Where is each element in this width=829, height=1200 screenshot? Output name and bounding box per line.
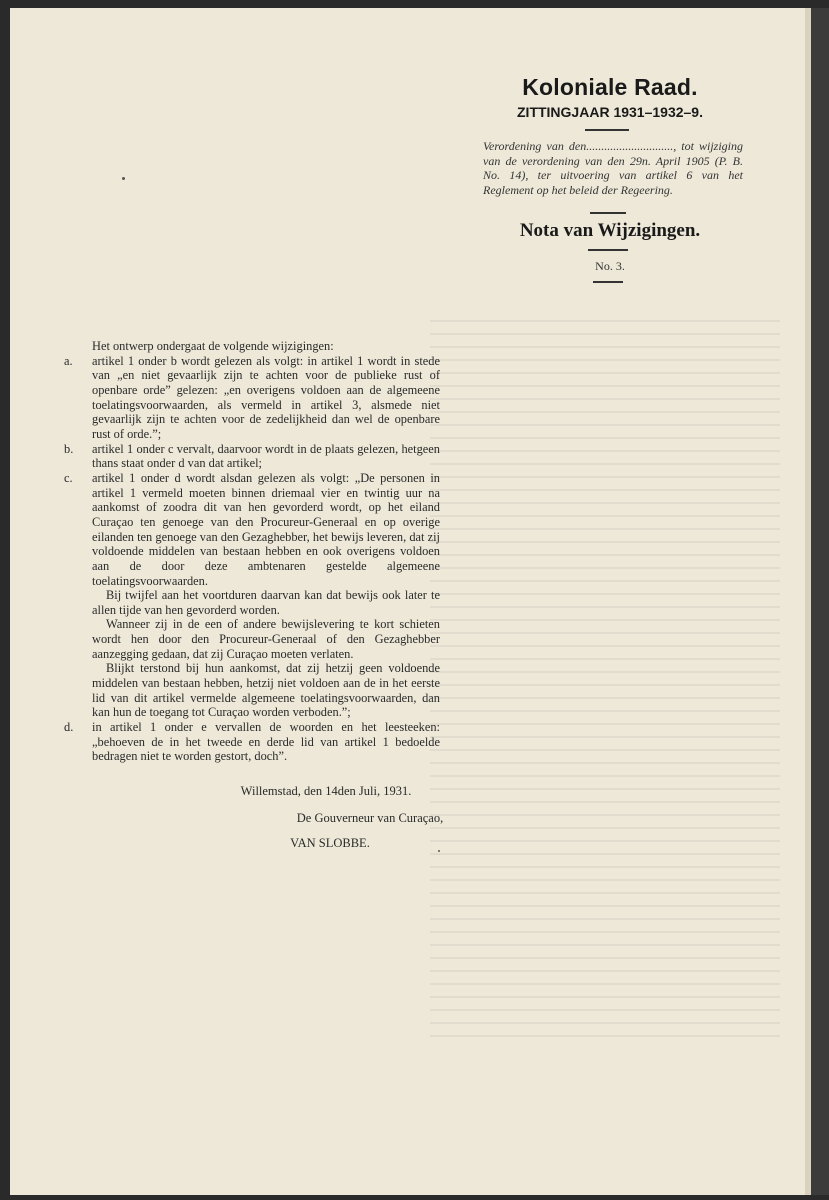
item-text: artikel 1 onder d wordt alsdan gelezen als volgt: „De personen in artikel 1 vermeld moeten binnen driemaal vier en twintig uur na aankomst of zoodra dit van hen gevorderd wordt, op het eiland Curaçao ten genoege van den Procureur-Generaal en op overige eilanden ten genoege van den Gezaghebber, het bewijs leveren, dat zij voldoende middelen van bestaan hebben en ook overigens voldoen aan de door deze ambtenaren gestelde algemeene toelatingsvoorwaarden.: [92, 470, 440, 588]
paragraph: Bij twijfel aan het voortduren daarvan kan dat bewijs ook later te allen tijde van hen gevorderd worden.: [92, 588, 440, 617]
document-number: No. 3.: [595, 259, 625, 273]
item-text: artikel 1 onder b wordt gelezen als volgt: in artikel 1 wordt in stede van „en niet gevaarlijk zijn te achten voor de publieke rust of openbare orde” gelezen: „en overigens voldoen aan de algemeene toelatingsvoorwaarden, als vermeld in artikel 3, alsmede niet gevaarlijk zijn te achten voor de zedelijkheid dan wel de openbare rust of orde.”;: [92, 353, 440, 441]
paragraph: Blijkt terstond bij hun aankomst, dat zij hetzij geen voldoende middelen van bestaan hebben, hetzij niet voldoen aan de in het eerste lid van dit artikel vermelde algemeene toelatingsvoorwaarden, dan kan hun de toegang tot Curaçao worden verboden.”;: [92, 661, 440, 720]
scan-border: [811, 8, 829, 1195]
amendments-body: [64, 339, 440, 764]
governor-title: De Gouverneur van Curaçao,: [296, 811, 444, 825]
item-text: artikel 1 onder c vervalt, daarvoor wordt in de plaats gelezen, hetgeen thans staat onder d van dat artikel;: [92, 441, 440, 471]
amendment-a: [64, 353, 440, 442]
divider: [585, 129, 629, 131]
governor-name: VAN SLOBBE.: [290, 836, 370, 850]
divider: [593, 281, 623, 283]
paragraph: Wanneer zij in de een of andere bewijslevering te kort schieten wordt hen door den Procureur-Generaal of den Gezaghebber aanzegging gedaan, dat zij Curaçao moeten verlaten.: [92, 617, 440, 661]
amendment-b: [64, 441, 440, 471]
session-year: ZITTINGJAAR 1931–1932–9.: [517, 104, 703, 120]
item-text: in artikel 1 onder e vervallen de woorden en het leesteeken: „behoeven de in het tweede en derde lid van artikel 1 bedoelde bedragen niet te worden gestort, doch”.: [92, 720, 440, 764]
item-label: b.: [64, 441, 74, 456]
amendment-d: [64, 720, 440, 764]
divider: [588, 249, 628, 251]
item-label: d.: [64, 720, 74, 735]
bleed-through-text: [430, 320, 780, 1040]
intro-text: Het ontwerp ondergaat de volgende wijzigingen:: [92, 339, 334, 353]
item-label: c.: [64, 470, 73, 485]
divider: [590, 212, 626, 214]
ordinance-description: Verordening van den............................., tot wijziging van de verordening van den 29n. April 1905 (P. B. No. 14), ter uitvoering van artikel 6 van het Reglement op het beleid der Regeering.: [483, 139, 743, 197]
amendment-c: [64, 470, 440, 588]
item-label: a.: [64, 353, 73, 368]
place-date: Willemstad, den 14den Juli, 1931.: [240, 784, 412, 798]
council-title: Koloniale Raad.: [522, 74, 698, 100]
speck: [122, 177, 125, 180]
nota-title: Nota van Wijzigingen.: [519, 220, 701, 241]
